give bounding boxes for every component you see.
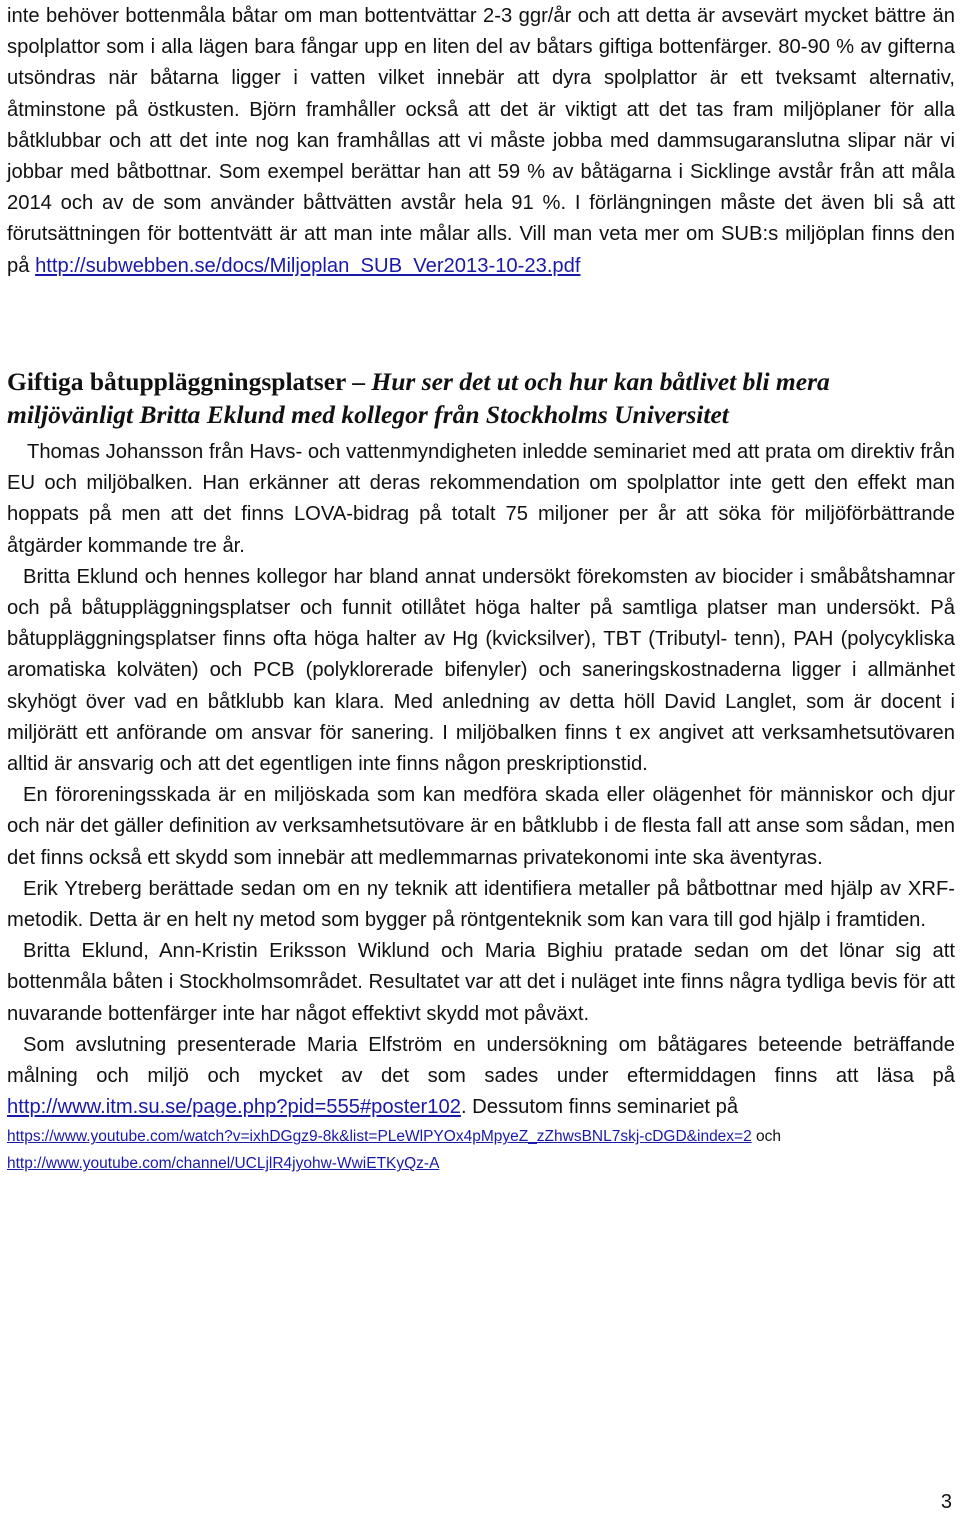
itm-link[interactable]: http://www.itm.su.se/page.php?pid=555#poster102 xyxy=(7,1096,461,1119)
top-paragraph-text: inte behöver bottenmåla båtar om man bottentvättar 2-3 ggr/år och att detta är avsevärt mycket bättre än spolplattor som i alla lägen bara fångar upp en liten del av båtars giftiga bottenfärger. 80-90 % av gifterna utsöndras när båtarna ligger i vatten vilket innebär att dyra spolplattor är ett tveksamt alternativ, åtminstone på östkusten. Björn framhåller också att det är viktigt att det tas fram miljöplaner för alla båtklubbar och att det inte nog kan framhållas att vi måste jobba med dammsugaranslutna slipar när vi jobbar med båtbottnar. Som exempel berättar han att 59 % av båtägarna i Sicklinge avstår från att måla 2014 och av de som använder båttvätten avstår hela 91 %. I förlängningen måste det även bli så att förutsättningen för bottentvätt är att man inte målar alls. Vill man veta mer om SUB:s miljöplan finns den på xyxy=(7,5,955,277)
avslutning-after: . Dessutom finns seminariet på xyxy=(460,1096,739,1119)
och-word: och xyxy=(756,1128,782,1146)
section-heading xyxy=(7,365,955,431)
section-subtitle: Hur ser det ut och hur kan båtlivet bli mera miljövänligt Britta Eklund med kollegor från Stockholms Universitet xyxy=(7,367,830,429)
section-body xyxy=(7,437,955,1177)
youtube-links xyxy=(7,1123,955,1177)
paragraph-thomas-johansson: Thomas Johansson från Havs- och vattenmyndigheten inledde seminariet med att prata om direktiv från EU och miljöbalken. Han erkänner att deras rekommendation om spolplattor inte gett den effekt man hoppats på men att det finns LOVA-bidrag på totalt 75 miljoner per år att söka för miljöförbättrande åtgärder kommande tre år. xyxy=(7,441,955,557)
subwebben-link[interactable]: http://subwebben.se/docs/Miljoplan_SUB_Ver2013-10-23.pdf xyxy=(35,254,581,277)
paragraph-avslutning xyxy=(7,1030,955,1124)
title-dash: – xyxy=(352,367,366,396)
youtube-channel-link[interactable]: http://www.youtube.com/channel/UCLjlR4jyohw-WwiETKyQz-A xyxy=(7,1155,440,1173)
paragraph-bottenmala: Britta Eklund, Ann-Kristin Eriksson Wiklund och Maria Bighiu pratade sedan om det lönar sig att bottenmåla båten i Stockholmsområdet. Resultatet var att det i nuläget inte finns några tydliga bevis för att nuvarande bottenfärger inte har något effektivt skydd mot påväxt. xyxy=(7,940,955,1025)
page-number: 3 xyxy=(940,1491,952,1513)
paragraph-britta-eklund: Britta Eklund och hennes kollegor har bland annat undersökt förekomsten av biocider i småbåtshamnar och på båtuppläggningsplatser och funnit otillåtet höga halter på samtliga platser man undersökt. På båtuppläggningsplatser finns ofta höga halter av Hg (kvicksilver), TBT (Tributyl- tenn), PAH (polycykliska aromatiska kolväten) och PCB (polyklorerade bifenyler) och saneringskostnaderna ligger i allmänhet skyhögt över vad en båtklubb kan klara. Med anledning av detta höll David Langlet, som är docent i miljörätt ett anförande om ansvar för sanering. I miljöbalken finns t ex angivet att verksamhetsutövaren alltid är ansvarig och att det egentligen inte finns någon preskriptionstid. xyxy=(7,565,955,776)
section-title: Giftiga båtuppläggningsplatser xyxy=(7,367,346,396)
youtube-watch-link[interactable]: https://www.youtube.com/watch?v=ixhDGgz9-8k&list=PLeWlPYOx4pMpyeZ_zZhwsBNL7skj-cDGD&index=2 xyxy=(7,1128,752,1146)
avslutning-text: Som avslutning presenterade Maria Elfström en undersökning om båtägares beteende beträffande målning och miljö och mycket av det som sades under eftermiddagen finns att läsa på xyxy=(7,1033,955,1088)
paragraph-erik-ytreberg: Erik Ytreberg berättade sedan om en ny teknik att identifiera metaller på båtbottnar med hjälp av XRF-metodik. Detta är en helt ny metod som bygger på röntgenteknik som kan vara till god hjälp i framtiden. xyxy=(7,877,955,932)
top-paragraph xyxy=(7,1,955,282)
paragraph-fororeningsskada: En föroreningsskada är en miljöskada som kan medföra skada eller olägenhet för människor och djur och när det gäller definition av verksamhetsutövare är en båtklubb i de flesta fall att anse som sådan, men det finns också ett skydd som innebär att medlemmarnas privatekonomi inte ska äventyras. xyxy=(7,784,955,869)
